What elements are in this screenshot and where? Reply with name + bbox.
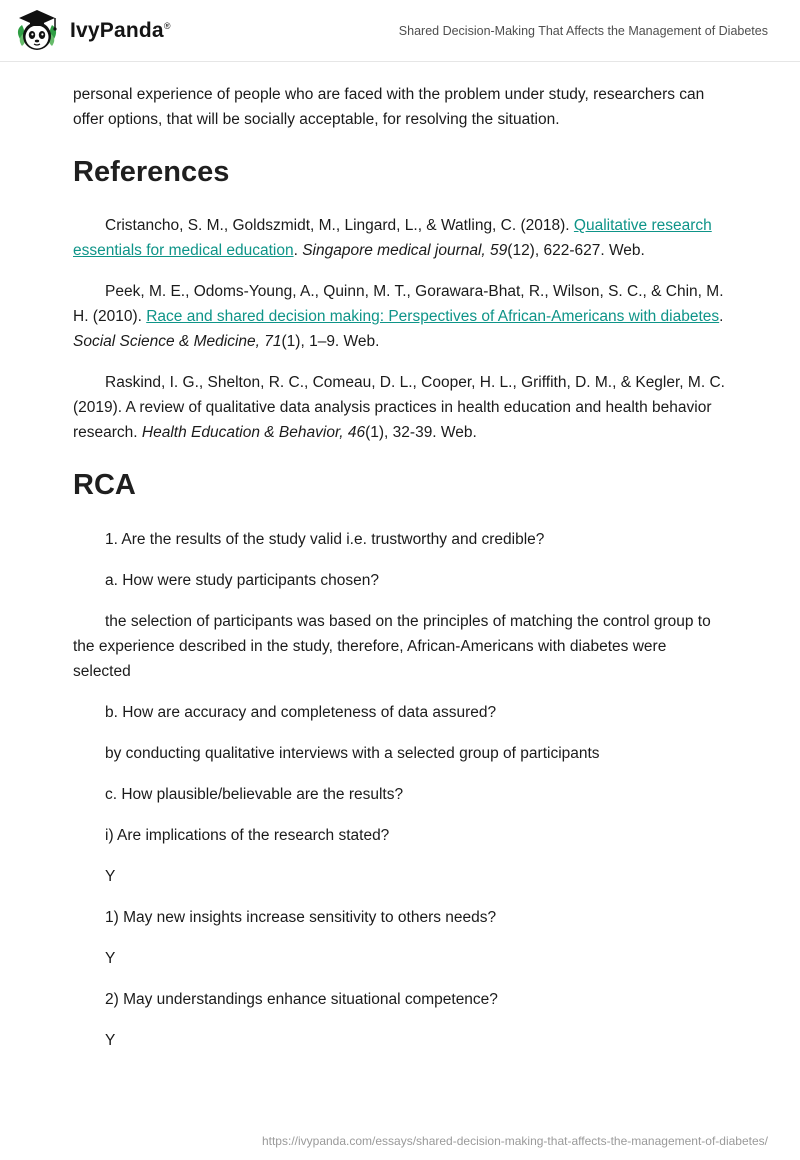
text-run: by conducting qualitative interviews with a selected group of participants xyxy=(105,744,600,762)
text-run: 2) May understandings enhance situational competence? xyxy=(105,990,498,1008)
rca-question xyxy=(73,905,727,930)
document-content xyxy=(0,62,800,1053)
source-url[interactable]: https://ivypanda.com/essays/shared-decision-making-that-affects-the-management-of-diabetes/ xyxy=(261,1134,768,1148)
reference-link[interactable]: Race and shared decision making: Perspectives of African-Americans with diabetes xyxy=(146,308,720,326)
text-run: 1. Are the results of the study valid i.e. trustworthy and credible? xyxy=(105,530,545,548)
reference-entry xyxy=(73,213,727,263)
rca-answer xyxy=(73,741,727,766)
text-run: b. How are accuracy and completeness of data assured? xyxy=(105,703,497,721)
rca-question xyxy=(73,823,727,848)
text-run: . xyxy=(719,308,724,326)
page-footer xyxy=(262,1134,768,1148)
rca-question xyxy=(73,700,727,725)
text-run: i) Are implications of the research stated? xyxy=(105,826,390,844)
rca-question xyxy=(73,527,727,552)
reference-link[interactable]: Qualitative research essentials for medical education xyxy=(73,217,712,260)
reference-entry xyxy=(73,370,727,445)
text-run: Y xyxy=(105,1031,116,1049)
text-run: Y xyxy=(105,949,116,967)
rca-answer xyxy=(73,609,727,684)
text-run: . xyxy=(293,242,303,260)
references-heading: References xyxy=(73,156,230,188)
journal-title: Social Science & Medicine, 71 xyxy=(73,333,282,351)
brand-name: IvyPanda® xyxy=(70,18,171,42)
text-run: Raskind, I. G., Shelton, R. C., Comeau, D. L., Cooper, H. L., Griffith, D. M., & Kegler, M. C. (2019). A review of qualitative data analysis practices in health education and health behavior research. xyxy=(73,374,725,442)
registered-trademark: ® xyxy=(163,20,171,31)
journal-title: Health Education & Behavior, 46 xyxy=(141,424,366,442)
rca-answer xyxy=(73,864,727,889)
intro-paragraph xyxy=(73,82,727,132)
rca-question xyxy=(73,568,727,593)
rca-heading: RCA xyxy=(73,469,136,502)
text-run: (1), 32-39. Web. xyxy=(365,424,477,442)
text-run: a. How were study participants chosen? xyxy=(105,571,379,589)
rca-question xyxy=(73,987,727,1012)
journal-title: Singapore medical journal, 59 xyxy=(302,242,508,260)
text-run: (1), 1–9. Web. xyxy=(281,333,380,351)
text-run: Y xyxy=(105,867,116,885)
text-run: 1) May new insights increase sensitivity to others needs? xyxy=(105,908,497,926)
text-run: c. How plausible/believable are the results? xyxy=(105,785,404,803)
text-run: Peek, M. E., Odoms-Young, A., Quinn, M. T., Gorawara-Bhat, R., Wilson, S. C., & Chin, M. H. (2010). xyxy=(73,283,724,326)
text-run: personal experience of people who are faced with the problem under study, researchers can offer options, that will be socially acceptable, for resolving the situation. xyxy=(73,86,705,128)
text-run: Cristancho, S. M., Goldszmidt, M., Lingard, L., & Watling, C. (2018). xyxy=(105,217,574,235)
text-run: (12), 622-627. Web. xyxy=(507,242,645,260)
page-header xyxy=(0,0,800,62)
ivypanda-panda-logo-icon xyxy=(14,8,60,54)
rca-answer xyxy=(73,1028,727,1053)
rca-question xyxy=(73,782,727,807)
text-run: the selection of participants was based on the principles of matching the control group to the experience described in the study, therefore, African-Americans with diabetes were selected xyxy=(73,612,711,680)
document-title: Shared Decision-Making That Affects the Management of Diabetes xyxy=(398,23,768,38)
reference-entry xyxy=(73,279,727,354)
rca-answer xyxy=(73,946,727,971)
brand[interactable] xyxy=(14,8,171,54)
